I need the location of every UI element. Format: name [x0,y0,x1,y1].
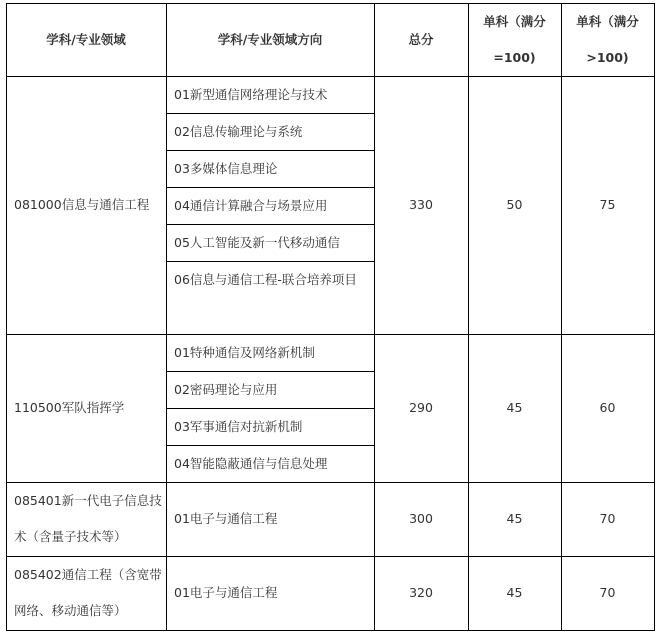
subject-cell: 085402通信工程（含宽带网络、移动通信等） [14,567,162,618]
direction-cell: 06信息与通信工程-联合培养项目 [174,272,357,287]
single-over-100-score: 60 [599,400,616,415]
total-score: 290 [409,400,433,415]
single-100-score: 45 [506,400,523,415]
direction-cell: 02信息传输理论与系统 [174,123,303,139]
header-direction: 学科/专业领域方向 [217,31,323,47]
header-single-100 [468,3,561,76]
column-divider-1 [166,3,167,631]
score-table [6,3,655,634]
subject-cell: 085401新一代电子信息技术（含量子技术等） [14,493,162,544]
direction-cell: 01特种通信及网络新机制 [174,344,315,360]
header-subject: 学科/专业领域 [46,31,126,47]
total-score: 320 [409,585,433,600]
direction-cell: 01电子与通信工程 [174,585,278,600]
total-score: 300 [409,511,433,526]
header-single-100-line2: =100) [493,50,536,65]
single-100-score: 45 [506,511,523,526]
table-border-left [6,3,7,631]
header-single-over-100 [561,3,654,76]
single-100-score: 50 [506,197,523,212]
subject-cell: 081000信息与通信工程 [14,197,150,212]
direction-cell: 05人工智能及新一代移动通信 [174,234,340,250]
single-100-score: 45 [506,585,523,600]
header-single-over-100-line1: 单科（满分 [576,14,639,29]
header-single-over-100-line2: >100) [586,50,629,65]
total-score: 330 [409,197,433,212]
direction-cell: 04通信计算融合与场景应用 [174,197,328,213]
subject-cell: 110500军队指挥学 [14,400,125,415]
direction-cell: 03军事通信对抗新机制 [174,418,303,434]
direction-cell: 03多媒体信息理论 [174,160,278,176]
header-total: 总分 [408,31,434,47]
table-border-bottom [6,630,655,631]
single-over-100-score: 70 [599,511,616,526]
single-over-100-score: 70 [599,585,616,600]
direction-cell: 02密码理论与应用 [174,381,278,397]
direction-cell: 04智能隐蔽通信与信息处理 [174,455,328,471]
direction-cell: 01新型通信网络理论与技术 [174,86,328,102]
table-border-right [654,3,655,631]
single-over-100-score: 75 [599,197,616,212]
direction-cell: 01电子与通信工程 [174,511,278,526]
header-single-100-line1: 单科（满分 [483,14,546,29]
